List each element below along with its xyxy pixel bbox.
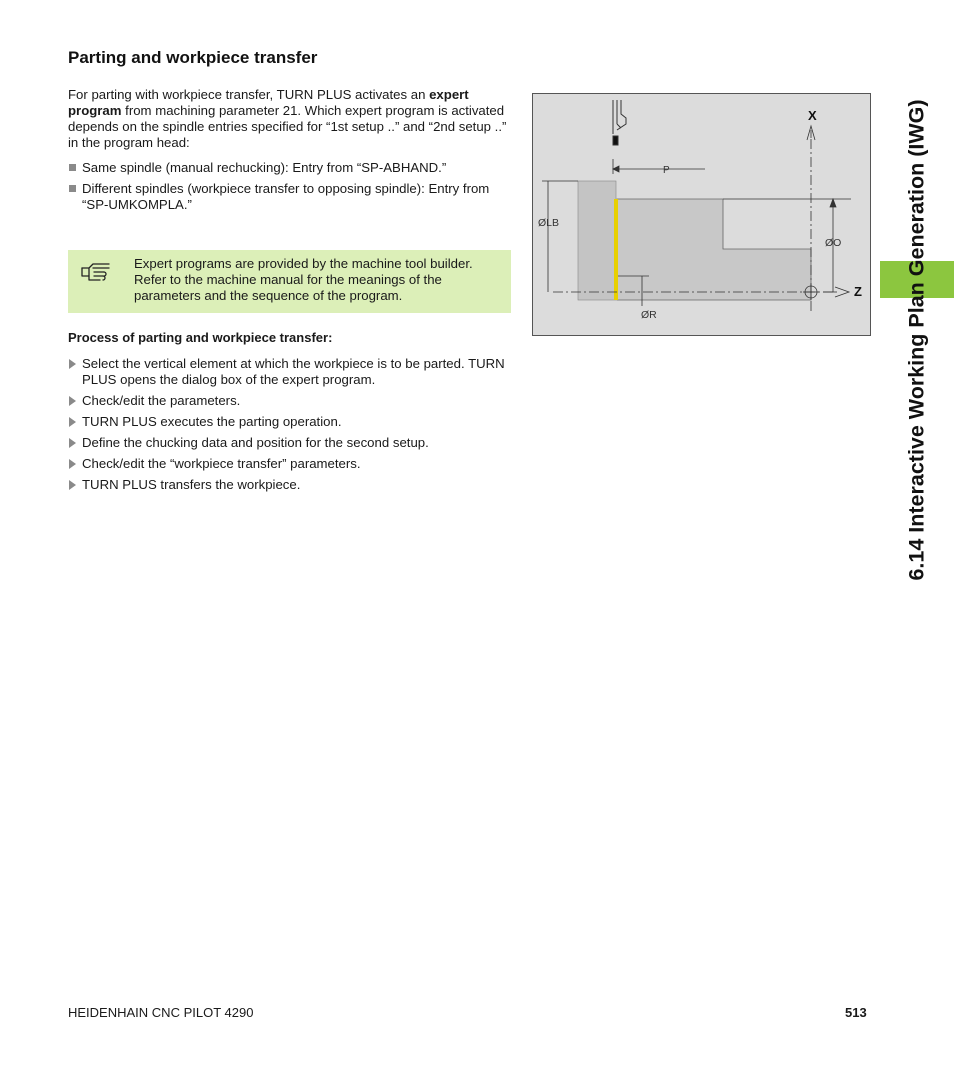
spindle-bullets [68,160,513,218]
chapter-sidebar [880,0,954,1091]
process-steps [68,356,513,498]
parting-diagram [532,93,871,336]
parting-line [614,199,618,300]
label-r: ØR [641,309,657,321]
list-item: Check/edit the “workpiece transfer” parameters. [68,456,513,472]
label-lb: ØLB [538,217,560,229]
z-axis-label: Z [854,284,862,299]
intro-bold: expert program [68,87,469,118]
list-item: Different spindles (workpiece transfer to opposing spindle): Entry from “SP-UMKOMPLA.” [68,181,513,213]
list-item: Same spindle (manual rechucking): Entry from “SP-ABHAND.” [68,160,513,176]
process-title: Process of parting and workpiece transfer: [68,330,333,345]
note-text: Expert programs are provided by the machine tool builder. Refer to the machine manual for the meanings of the parameters and the sequence of the program. [134,256,473,303]
section-title: Parting and workpiece transfer [68,48,318,67]
list-item: Check/edit the parameters. [68,393,513,409]
footer-manual: HEIDENHAIN CNC PILOT 4290 [68,1005,254,1020]
page-number: 513 [845,1005,867,1020]
chapter-title: 6.14 Interactive Working Plan Generation (IWG) [904,99,929,581]
parting-tool [613,100,626,145]
intro-paragraph: For parting with workpiece transfer, TURN PLUS activates an expert program from machining parameter 21. Which expert program is activated depends on the spindle entries specified for “1st setup ..” and “2nd setup ..” in the program head: [68,87,507,150]
label-o: ØO [825,237,842,249]
list-item: Define the chucking data and position for the second setup. [68,435,513,451]
label-p: P [663,165,670,176]
note-box [68,250,511,313]
list-item: TURN PLUS transfers the workpiece. [68,477,513,493]
parting-diagram-svg [533,94,870,335]
list-item: TURN PLUS executes the parting operation. [68,414,513,430]
x-axis-label: X [808,108,817,123]
list-item: Select the vertical element at which the workpiece is to be parted. TURN PLUS opens the dialog box of the expert program. [68,356,513,388]
pointing-hand-icon [80,260,112,282]
